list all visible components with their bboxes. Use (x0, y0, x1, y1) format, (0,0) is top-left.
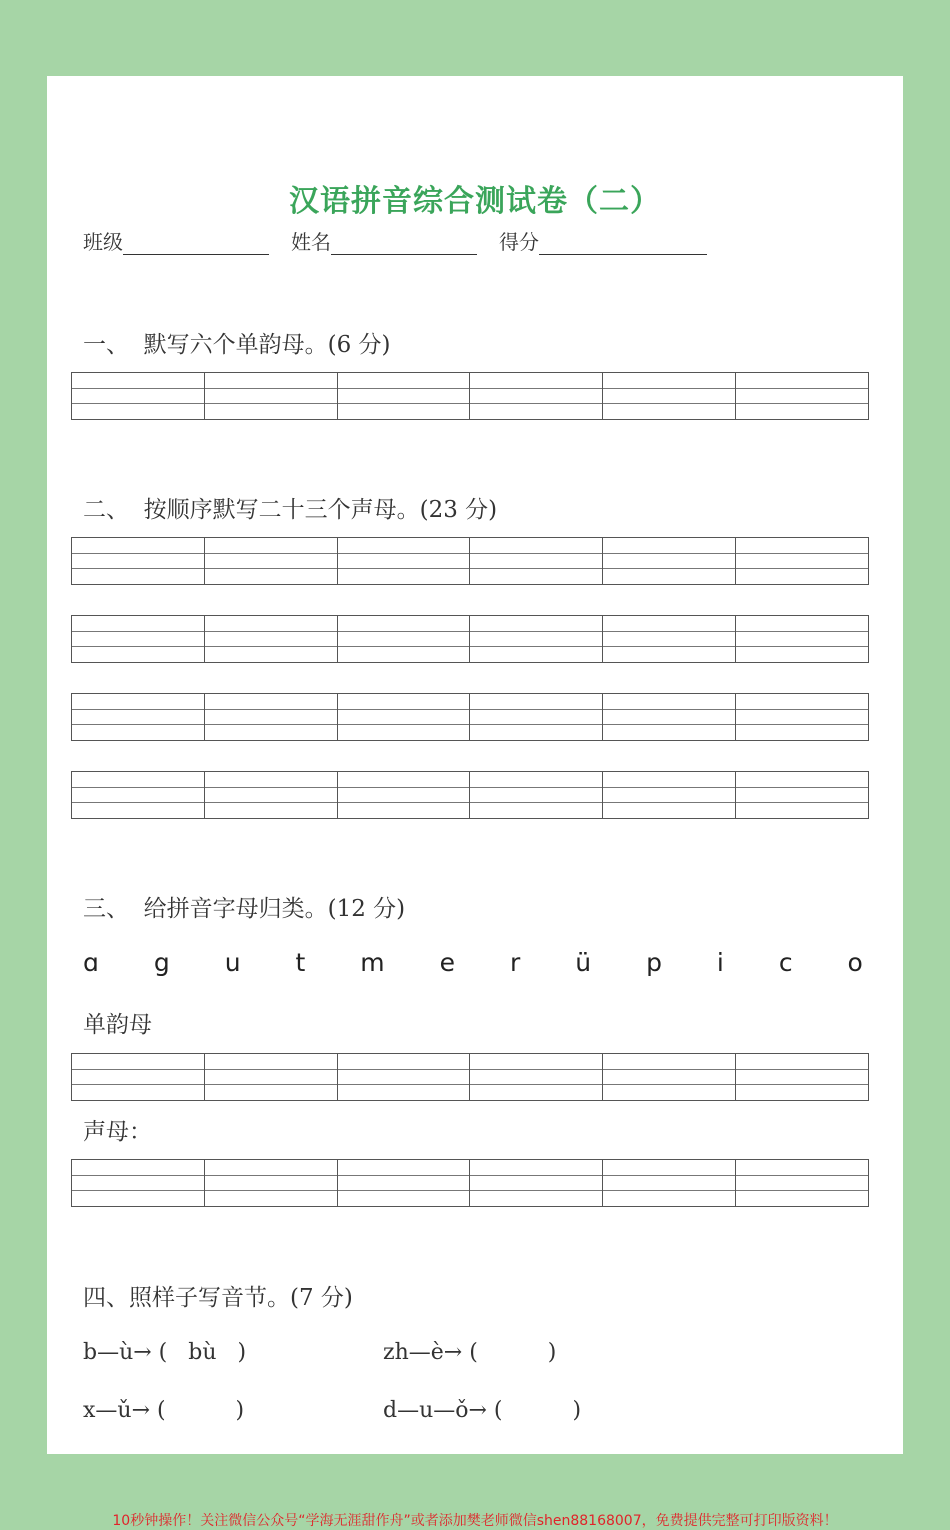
class-blank[interactable] (123, 232, 269, 255)
grid-cell[interactable] (72, 372, 205, 420)
grid-cell[interactable] (72, 1053, 205, 1101)
grid-cell[interactable] (470, 615, 603, 663)
class-field (83, 226, 269, 255)
pinyin-letter: e (439, 948, 456, 977)
pinyin-letter: c (778, 948, 793, 977)
grid-cell[interactable] (338, 1053, 471, 1101)
grid-cell[interactable] (72, 693, 205, 741)
grid-cell[interactable] (338, 1159, 471, 1207)
example-syllable-1: b—ù→ ( bù ) (83, 1340, 247, 1365)
exercise-syllable-2[interactable]: zh—è→ ( ) (383, 1340, 557, 1365)
grid-cell[interactable] (72, 615, 205, 663)
grid-cell[interactable] (470, 1053, 603, 1101)
grid-cell[interactable] (338, 771, 471, 819)
grid-cell[interactable] (205, 537, 338, 585)
score-field (499, 226, 707, 255)
score-label: 得分 (499, 230, 539, 254)
grid-cell[interactable] (338, 537, 471, 585)
grid-cell[interactable] (736, 1159, 869, 1207)
section-1-heading: 一、 默写六个单韵母。(6 分) (83, 332, 391, 358)
grid-cell[interactable] (736, 1053, 869, 1101)
grid-cell[interactable] (205, 372, 338, 420)
worksheet-paper (47, 76, 903, 1454)
exercise-syllable-3[interactable]: x—ǔ→ ( ) (83, 1398, 245, 1423)
grid-cell[interactable] (603, 537, 736, 585)
writing-grid-initials-1[interactable] (71, 537, 869, 585)
pinyin-letter: ü (575, 948, 592, 977)
grid-cell[interactable] (205, 615, 338, 663)
grid-cell[interactable] (470, 537, 603, 585)
name-blank[interactable] (331, 232, 477, 255)
grid-cell[interactable] (205, 771, 338, 819)
grid-cell[interactable] (603, 1159, 736, 1207)
pinyin-letter: p (646, 948, 662, 977)
grid-cell[interactable] (603, 693, 736, 741)
pinyin-letter-row (83, 948, 863, 977)
pinyin-letter: r (509, 948, 521, 977)
pinyin-letter: o (847, 948, 863, 977)
name-label: 姓名 (291, 230, 331, 254)
writing-grid-initials-2[interactable] (71, 615, 869, 663)
grid-cell[interactable] (338, 693, 471, 741)
footer-promo-text: 10秒钟操作！关注微信公众号“学海无涯甜作舟”或者添加樊老师微信shen88168007，免费提供完整可打印版资料！ (112, 1513, 838, 1529)
grid-cell[interactable] (470, 372, 603, 420)
pinyin-letter: ɑ (83, 948, 99, 977)
pinyin-letter: i (716, 948, 724, 977)
exercise-syllable-4[interactable]: d—u—ǒ→ ( ) (383, 1398, 582, 1423)
pinyin-letter: g (153, 948, 170, 977)
grid-cell[interactable] (736, 693, 869, 741)
writing-grid-initials-4[interactable] (71, 771, 869, 819)
writing-grid-single-finals-1[interactable] (71, 372, 869, 420)
grid-cell[interactable] (470, 771, 603, 819)
grid-cell[interactable] (338, 615, 471, 663)
grid-cell[interactable] (72, 537, 205, 585)
grid-cell[interactable] (736, 372, 869, 420)
pinyin-letter: m (360, 948, 385, 977)
name-field (291, 226, 477, 255)
grid-cell[interactable] (603, 1053, 736, 1101)
grid-cell[interactable] (470, 693, 603, 741)
student-info-row (83, 226, 729, 255)
grid-cell[interactable] (736, 615, 869, 663)
writing-grid-sort-initials[interactable] (71, 1159, 869, 1207)
pinyin-letter: t (295, 948, 306, 977)
section-4-heading: 四、照样子写音节。(7 分) (83, 1285, 353, 1311)
grid-cell[interactable] (736, 771, 869, 819)
grid-cell[interactable] (603, 372, 736, 420)
writing-grid-sort-finals[interactable] (71, 1053, 869, 1101)
initials-label: 声母： (83, 1119, 152, 1145)
writing-grid-initials-3[interactable] (71, 693, 869, 741)
pinyin-letter: u (224, 948, 241, 977)
grid-cell[interactable] (603, 771, 736, 819)
grid-cell[interactable] (72, 1159, 205, 1207)
grid-cell[interactable] (205, 1159, 338, 1207)
grid-cell[interactable] (205, 1053, 338, 1101)
section-3-heading: 三、 给拼音字母归类。(12 分) (83, 896, 406, 922)
single-finals-label: 单韵母 (83, 1012, 152, 1038)
grid-cell[interactable] (603, 615, 736, 663)
class-label: 班级 (83, 230, 123, 254)
worksheet-title: 汉语拼音综合测试卷（二） (289, 184, 661, 219)
grid-cell[interactable] (736, 537, 869, 585)
section-2-heading: 二、 按顺序默写二十三个声母。(23 分) (83, 497, 498, 523)
grid-cell[interactable] (72, 771, 205, 819)
grid-cell[interactable] (470, 1159, 603, 1207)
grid-cell[interactable] (205, 693, 338, 741)
score-blank[interactable] (539, 232, 707, 255)
grid-cell[interactable] (338, 372, 471, 420)
